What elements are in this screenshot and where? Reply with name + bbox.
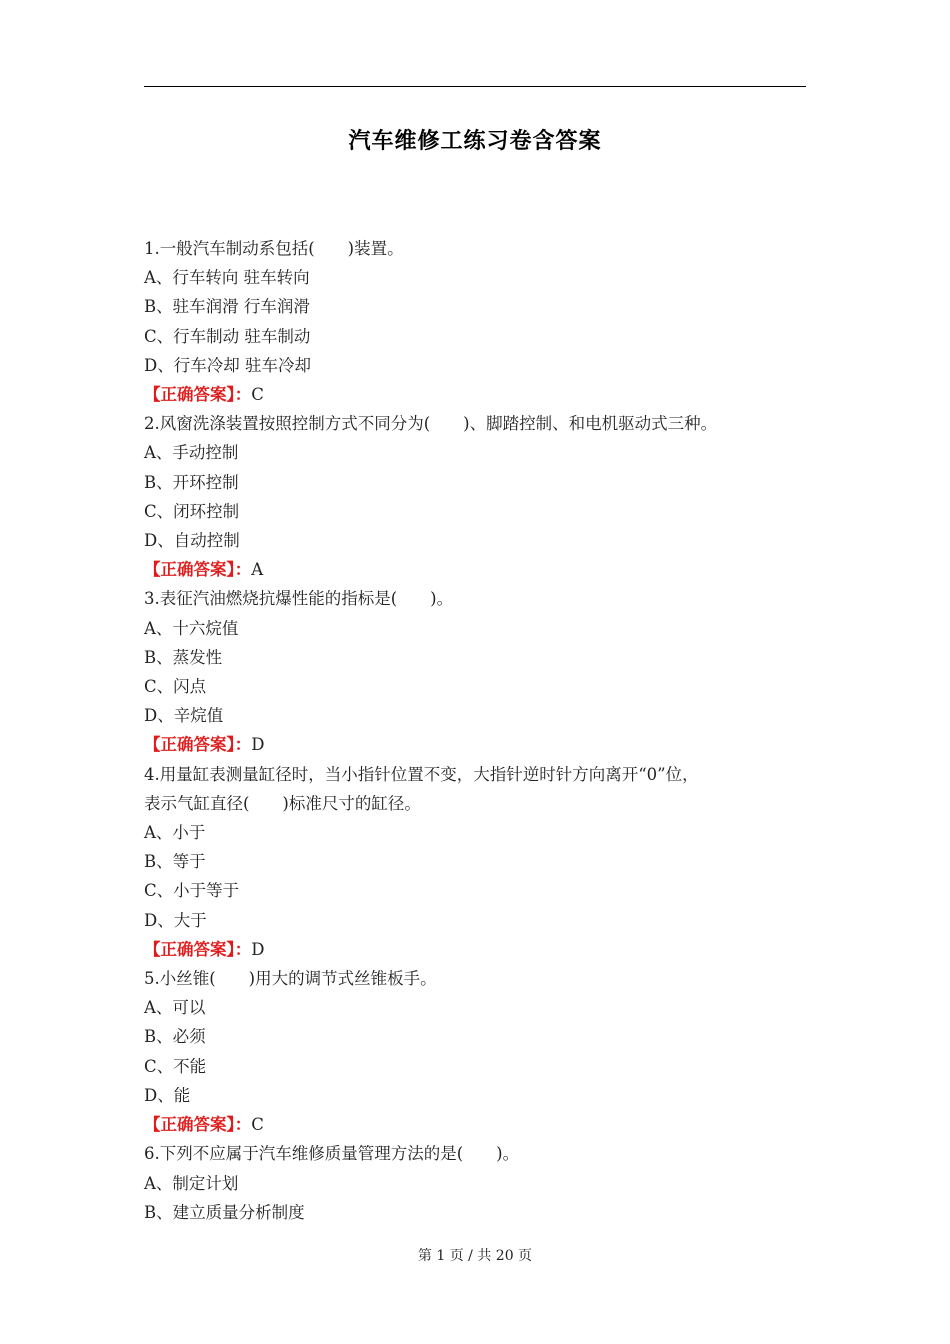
answer-option: C、闭环控制 — [144, 501, 240, 521]
question-2 — [144, 409, 824, 584]
answer-option: D、自动控制 — [144, 531, 240, 551]
answer-option: A、制定计划 — [144, 1173, 239, 1193]
question-stem: 1.一般汽车制动系包括( )装置。 — [144, 239, 404, 258]
answer-option: A、手动控制 — [144, 443, 239, 463]
answer-option: B、驻车润滑 行车润滑 — [144, 297, 310, 317]
correct-answer — [144, 935, 824, 964]
question-1 — [144, 234, 824, 409]
answer-option: A、小于 — [144, 823, 206, 843]
answer-option: C、行车制动 驻车制动 — [144, 326, 311, 346]
answer-option: B、开环控制 — [144, 472, 239, 492]
question-list — [144, 234, 824, 1227]
answer-option: A、可以 — [144, 998, 206, 1018]
correct-answer-value: C — [251, 1115, 264, 1135]
correct-answer-value: D — [251, 939, 265, 959]
answer-option: C、小于等于 — [144, 881, 240, 901]
answer-option: B、建立质量分析制度 — [144, 1202, 305, 1222]
correct-answer-label: 【正确答案】： — [144, 735, 252, 755]
page-footer: 第 1 页 / 共 20 页 — [417, 1248, 533, 1264]
correct-answer — [144, 555, 824, 584]
answer-option: D、辛烷值 — [144, 706, 224, 726]
question-stem: 4.用量缸表测量缸径时，当小指针位置不变，大指针逆时针方向离开“0”位， — [144, 764, 699, 784]
document-title: 汽车维修工练习卷含答案 — [348, 129, 602, 154]
answer-option: B、蒸发性 — [144, 647, 223, 667]
answer-option: A、行车转向 驻车转向 — [144, 268, 310, 288]
answer-option: D、大于 — [144, 910, 207, 930]
header-rule — [144, 86, 806, 87]
question-stem: 表示气缸直径( )标准尺寸的缸径。 — [144, 793, 421, 813]
question-stem: 5.小丝锥( )用大的调节式丝锥板手。 — [144, 969, 437, 989]
question-stem: 3.表征汽油燃烧抗爆性能的指标是( )。 — [144, 589, 454, 609]
question-5 — [144, 964, 824, 1139]
correct-answer — [144, 1110, 824, 1139]
question-6 — [144, 1139, 824, 1227]
question-stem: 2.风窗洗涤装置按照控制方式不同分为( )、脚踏控制、和电机驱动式三种。 — [144, 414, 718, 434]
correct-answer-label: 【正确答案】： — [144, 1115, 252, 1135]
correct-answer — [144, 730, 824, 759]
question-4 — [144, 760, 824, 964]
answer-option: C、闪点 — [144, 677, 207, 697]
correct-answer-label: 【正确答案】： — [144, 939, 252, 959]
question-stem: 6.下列不应属于汽车维修质量管理方法的是( )。 — [144, 1144, 520, 1164]
answer-option: B、必须 — [144, 1027, 206, 1047]
answer-option: D、行车冷却 驻车冷却 — [144, 355, 311, 375]
correct-answer — [144, 380, 824, 409]
correct-answer-value: D — [251, 735, 265, 755]
question-3 — [144, 584, 824, 759]
answer-option: C、不能 — [144, 1056, 207, 1076]
answer-option: D、能 — [144, 1085, 191, 1105]
correct-answer-value: C — [251, 385, 264, 405]
answer-option: B、等于 — [144, 852, 206, 872]
correct-answer-value: A — [251, 560, 264, 580]
answer-option: A、十六烷值 — [144, 618, 239, 638]
correct-answer-label: 【正确答案】： — [144, 385, 252, 405]
correct-answer-label: 【正确答案】： — [144, 560, 252, 580]
